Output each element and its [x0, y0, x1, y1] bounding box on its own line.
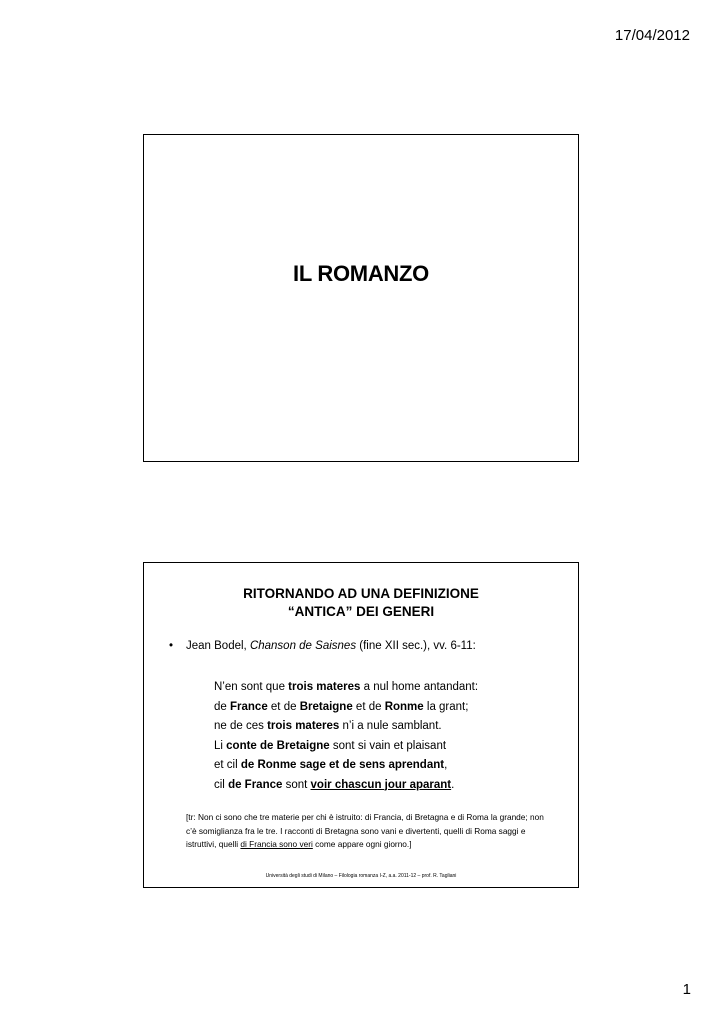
slide-heading — [144, 585, 578, 621]
slide-title-card — [143, 134, 579, 462]
verse-line — [214, 737, 478, 757]
citation-author: Jean Bodel, — [186, 640, 250, 652]
verse-emphasis: Ronme — [384, 700, 424, 713]
verse-line — [214, 678, 478, 698]
bullet-marker: • — [169, 640, 174, 652]
bullet-citation — [169, 640, 476, 652]
verse-emphasis: de Ronme sage et de sens aprendant — [240, 759, 445, 771]
verse-text: a nul home antandant: — [360, 681, 479, 693]
verse-emphasis: de France — [228, 778, 283, 791]
verse-emphasis: conte de Bretaigne — [226, 739, 330, 752]
verse-text: la grant; — [423, 700, 469, 713]
verse-text: , — [444, 759, 448, 771]
slide-definition — [143, 562, 579, 888]
slide-heading-line-2: “ANTICA” DEI GENERI — [287, 604, 435, 619]
verse-text: n’i a nule samblant. — [339, 720, 442, 732]
translation-text: come appare ogni giorno.] — [312, 839, 412, 849]
citation-work: Chanson de Saisnes — [249, 640, 357, 652]
verse-block — [214, 678, 478, 795]
verse-text: et de — [267, 700, 300, 713]
verse-text: . — [451, 778, 455, 791]
verse-line — [214, 698, 478, 718]
verse-text: et cil — [214, 759, 241, 771]
verse-text: et de — [352, 700, 385, 713]
verse-line — [214, 776, 478, 796]
translation-note — [186, 811, 556, 852]
verse-emphasis: France — [230, 700, 268, 713]
verse-emphasis: trois materes — [267, 720, 340, 732]
verse-text: de — [214, 700, 230, 713]
verse-text: ne de ces — [214, 720, 268, 732]
slide-footer: Università degli studi di Milano – Filologia romanza I-Z, a.a. 2011-12 – prof. R. Tagliani — [265, 873, 457, 879]
translation-text: [tr: Non ci sono che tre materie per chi è istruito: di Francia, di Bretagna e di Roma la grande; non c’è somiglianza fra le tre. I racconti di Bretagna sono vani e divertenti, quelli di Roma saggi e istruttivi, quelli — [186, 812, 544, 849]
verse-text: sont si vain et plaisant — [329, 739, 447, 752]
verse-line — [214, 756, 478, 776]
translation-underlined: di Francia sono veri — [240, 839, 313, 849]
citation-details: (fine XII sec.), vv. 6-11: — [356, 640, 476, 652]
verse-text: cil — [214, 778, 229, 791]
verse-text: sont — [282, 778, 311, 791]
slide-title: IL ROMANZO — [293, 261, 429, 286]
verse-emphasis-underlined: voir chascun jour aparant — [310, 778, 452, 791]
verse-line — [214, 717, 478, 737]
verse-emphasis: trois materes — [288, 681, 361, 693]
page-number: 1 — [682, 981, 691, 998]
verse-emphasis: Bretaigne — [299, 700, 353, 713]
verse-text: N’en sont que — [214, 681, 289, 693]
slide-heading-line-1: RITORNANDO AD UNA DEFINIZIONE — [243, 586, 479, 601]
verse-text: Li — [214, 739, 227, 752]
document-date: 17/04/2012 — [614, 27, 690, 44]
